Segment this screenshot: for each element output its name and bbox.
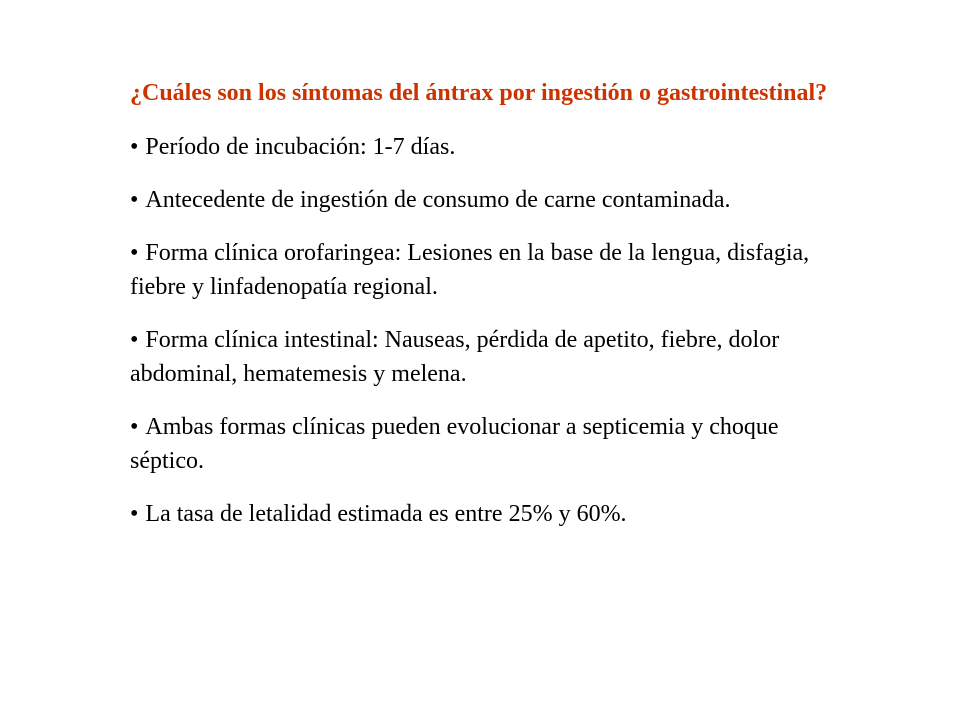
slide-content (130, 76, 830, 550)
bullet-marker: • (130, 134, 139, 160)
bullet-item (130, 497, 830, 531)
bullet-marker: • (130, 414, 139, 440)
bullet-marker: • (130, 240, 139, 266)
bullet-marker: • (130, 327, 139, 353)
bullet-text: Forma clínica intestinal: Nauseas, pérdida de apetito, fiebre, dolor abdominal, hematemesis y melena. (130, 327, 780, 387)
bullet-item (130, 410, 830, 478)
bullet-marker: • (130, 187, 139, 213)
bullet-text: La tasa de letalidad estimada es entre 25% y 60%. (145, 501, 627, 527)
bullet-item (130, 130, 830, 164)
bullet-marker: • (130, 501, 139, 527)
bullet-text: Ambas formas clínicas pueden evolucionar a septicemia y choque séptico. (130, 414, 779, 474)
bullet-item (130, 183, 830, 217)
slide-title: ¿Cuáles son los síntomas del ántrax por ingestión o gastrointestinal? (130, 80, 828, 106)
bullet-item (130, 323, 830, 391)
bullet-text: Período de incubación: 1-7 días. (145, 134, 456, 160)
bullet-item (130, 236, 830, 304)
bullet-text: Forma clínica orofaringea: Lesiones en la base de la lengua, disfagia, fiebre y linfadenopatía regional. (130, 240, 810, 300)
bullet-text: Antecedente de ingestión de consumo de carne contaminada. (145, 187, 731, 213)
